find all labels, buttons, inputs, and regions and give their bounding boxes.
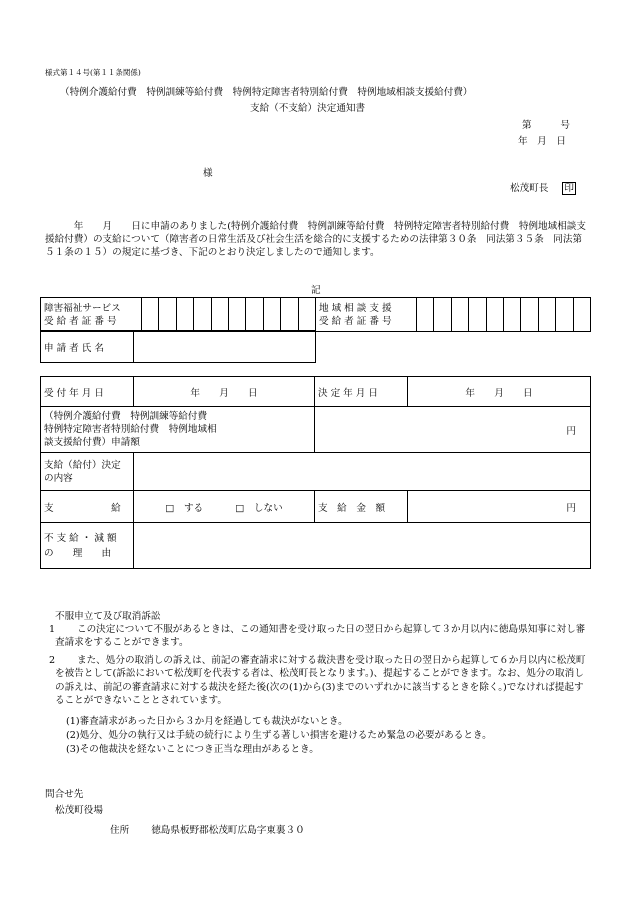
contact-address	[110, 822, 305, 836]
community-cert-digit[interactable]	[434, 298, 451, 332]
service-cert-digit[interactable]	[281, 298, 298, 332]
decision-date-label: 決定年月日	[315, 377, 408, 407]
appeal-sub-2: (2)処分、処分の執行又は手続の続行により生ずる著しい損害を避けるため緊急の必要があるとき。	[66, 730, 492, 741]
community-cert-digit[interactable]	[538, 298, 555, 332]
applicant-name-label: 申請者氏名	[41, 331, 134, 363]
service-cert-digit[interactable]	[298, 298, 315, 332]
form-number: 様式第１４号(第１１条関係)	[45, 68, 141, 77]
service-cert-digit[interactable]	[142, 298, 159, 332]
application-amount-field[interactable]	[315, 407, 591, 453]
received-date-field[interactable]: 年 月 日	[134, 377, 315, 407]
payment-yes-checkbox[interactable]: □ する	[165, 502, 204, 514]
notice-paragraph: 年 月 日に申請のありました(特例介護給付費 特例訓練等給付費 特例特定障害者特別給付費 特例地域相談支援給付費）の支給について（障害者の日常生活及び社会生活を総合的に支援するための法律第３０条 同法第３５条 同法第５１条の１５）の規定に基づき、下記のとおり決定しましたので通知します。	[45, 221, 586, 258]
seal-mark: 印	[564, 183, 574, 194]
yen-unit: 円	[566, 502, 576, 514]
decision-date-field[interactable]: 年 月 日	[408, 377, 591, 407]
community-cert-digit[interactable]	[504, 298, 521, 332]
community-cert-digit[interactable]	[417, 298, 434, 332]
applicant-table	[40, 330, 316, 363]
community-cert-digit[interactable]	[451, 298, 468, 332]
application-amount-label: （特例介護給付費 特例訓練等給付費 特例特定障害者特別給付費 特例地域相 談支援給付費）申請額	[41, 407, 315, 453]
community-cert-digit[interactable]	[486, 298, 503, 332]
reason-label: 不支給・減額 の 理 由	[41, 523, 134, 569]
appeal-sub-3: (3)その他裁決を経ないことにつき正当な理由があるとき。	[66, 744, 319, 755]
service-cert-digit[interactable]	[246, 298, 263, 332]
received-date-label: 受付年月日	[41, 377, 134, 407]
community-cert-digit[interactable]	[556, 298, 573, 332]
decision-table	[40, 376, 591, 569]
service-cert-label: 障害福祉サービス 受給者証番号	[41, 298, 142, 332]
appeal-item-1: 1 この決定について不服があるときは、この通知書を受け取った日の翌日から起算して３か月以内に徳島県知事に対し審査請求をすることができます。	[49, 624, 586, 649]
service-cert-digit[interactable]	[159, 298, 176, 332]
ki-mark: 記	[311, 285, 321, 296]
decision-content-label: 支給（給付）決定 の内容	[41, 453, 134, 491]
certificate-table	[40, 297, 591, 332]
yen-unit: 円	[566, 425, 576, 437]
service-cert-digit[interactable]	[194, 298, 211, 332]
issuer	[510, 180, 576, 195]
service-cert-digit[interactable]	[229, 298, 246, 332]
service-cert-digit[interactable]	[263, 298, 280, 332]
payment-options	[134, 491, 315, 523]
payment-amount-label: 支 給 金 額	[315, 491, 408, 523]
decision-content-field[interactable]	[134, 453, 591, 491]
issue-date: 年 月 日	[518, 136, 566, 147]
appeal-sub-1: (1)審査請求があった日から３か月を経過しても裁決がないとき。	[66, 716, 348, 727]
contact-heading: 問合せ先	[45, 789, 84, 800]
community-cert-digit[interactable]	[521, 298, 538, 332]
community-cert-digit[interactable]	[469, 298, 486, 332]
address-value: 徳島県板野郡松茂町広島字東裏３０	[151, 825, 305, 836]
appeal-item-2: 2 また、処分の取消しの訴えは、前記の審査請求に対する裁決書を受け取った日の翌日から起算して６か月以内に松茂町を被告として(訴訟において松茂町を代表する者は、松茂町長となります。)、提起することができます。なお、処分の取消しの訴えは、前記の審査請求に対する裁決を経た後(次の(1)から(3)までのいずれかに該当するときを除く。)でなければ提起することができないこととされています。	[49, 655, 586, 707]
community-cert-label: 地域相談支援 受給者証番号	[315, 298, 416, 332]
payment-label: 支 給	[41, 491, 134, 523]
recipient-suffix: 様	[203, 168, 213, 179]
service-cert-digit[interactable]	[176, 298, 193, 332]
address-label: 住所	[110, 825, 130, 836]
issuer-name: 松茂町長	[510, 183, 549, 194]
applicant-name-field[interactable]	[134, 331, 316, 363]
service-cert-digit[interactable]	[211, 298, 228, 332]
payment-amount-field[interactable]	[408, 491, 591, 523]
appeal-heading: 不服申立て及び取消訴訟	[55, 611, 161, 622]
payment-no-checkbox[interactable]: □ しない	[235, 502, 283, 514]
page-title: 支給（不支給）決定通知書	[250, 103, 366, 114]
community-cert-digit[interactable]	[573, 298, 590, 332]
document-number: 第 号	[522, 120, 570, 131]
reason-field[interactable]	[134, 523, 591, 569]
contact-office: 松茂町役場	[55, 805, 103, 816]
benefit-types: （特例介護給付費 特例訓練等給付費 特例特定障害者特別給付費 特例地域相談支援給付費）	[60, 87, 473, 98]
